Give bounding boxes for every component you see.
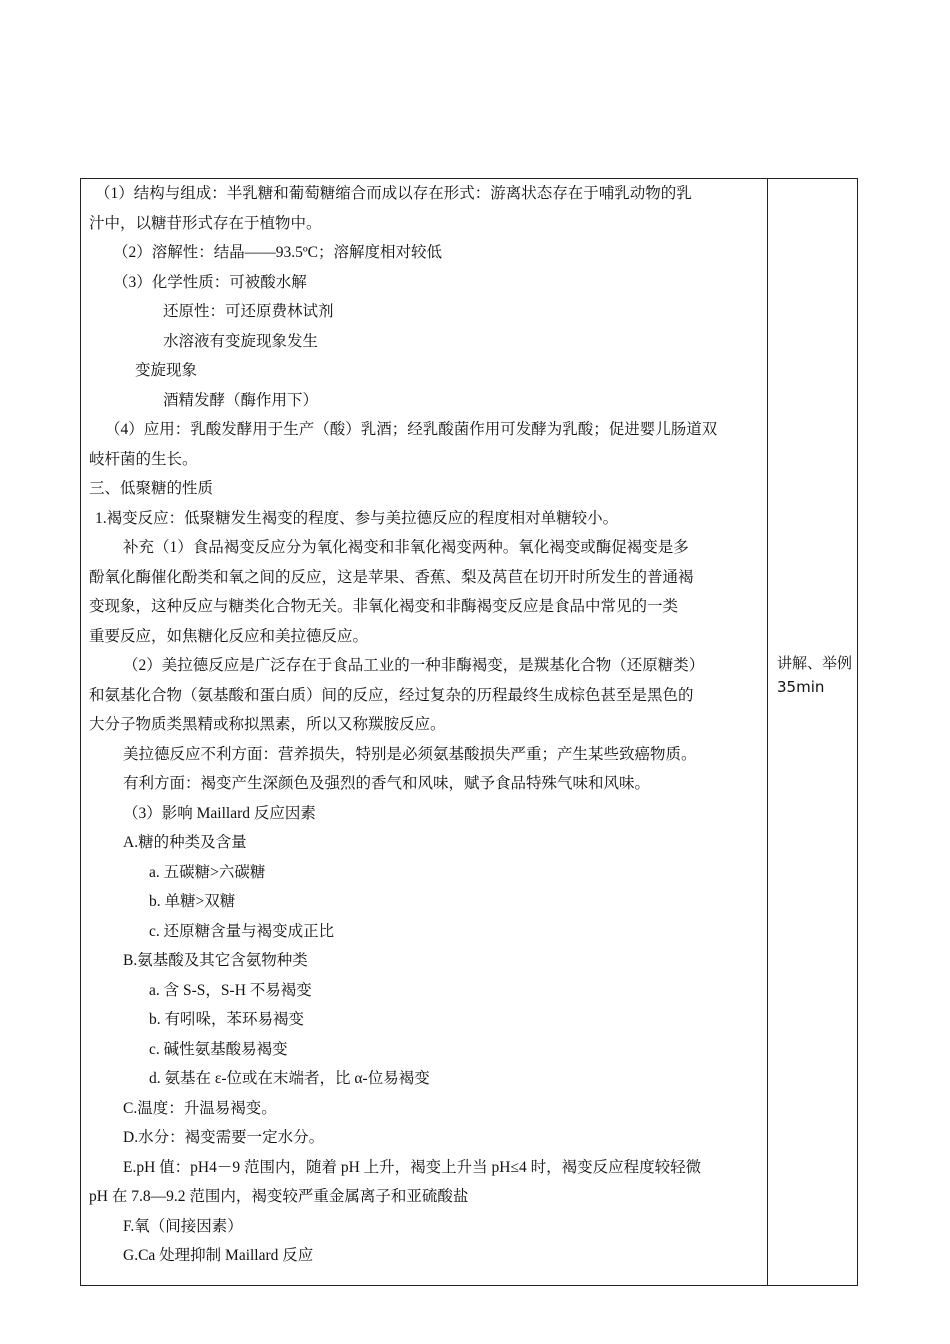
text-line: a. 五碳糖>六碳糖: [149, 863, 266, 881]
text-line: E.pH 值：pH4－9 范围内，随着 pH 上升，褐变上升当 pH≤4 时，褐变反应程度较轻微: [123, 1158, 702, 1176]
column-divider: [767, 179, 768, 1285]
text-line: a. 含 S-S，S-H 不易褐变: [149, 981, 312, 999]
text-line: F.氧（间接因素）: [123, 1217, 243, 1235]
text-line: C.温度：升温易褐变。: [123, 1099, 277, 1117]
text-line: B.氨基酸及其它含氨物种类: [123, 952, 308, 969]
text-line: 和氨基化合物（氨基酸和蛋白质）间的反应，经过复杂的历程最终生成棕色甚至是黑色的: [89, 686, 694, 704]
text-line: 酚氧化酶催化酚类和氧之间的反应，这是苹果、香蕉、梨及莴苣在切开时所发生的普通褐: [89, 568, 694, 586]
text-line: A.糖的种类及含量: [123, 834, 247, 851]
method-cell: [777, 651, 853, 699]
text-line: pH 在 7.8—9.2 范围内，褐变较严重金属离子和亚硫酸盐: [89, 1188, 469, 1205]
text-line: c. 还原糖含量与褐变成正比: [149, 922, 335, 940]
text-line: c. 碱性氨基酸易褐变: [149, 1040, 288, 1058]
text-line: 美拉德反应不利方面：营养损失，特别是必须氨基酸损失严重；产生某些致癌物质。: [123, 745, 697, 763]
text-line: 大分子物质类黑精或称拟黑素，所以又称羰胺反应。: [89, 716, 446, 733]
text-line: b. 单糖>双糖: [149, 893, 236, 910]
text-line: （1）结构与组成：半乳糖和葡萄糖缩合而成以存在形式：游离状态存在于哺乳动物的乳: [95, 185, 692, 202]
text-line: （3）化学性质：可被酸水解: [113, 273, 307, 291]
text-line: D.水分：褐变需要一定水分。: [123, 1129, 325, 1146]
text-line: d. 氨基在 ε-位或在末端者，比 α-位易褐变: [149, 1070, 430, 1087]
text-line: （2）美拉德反应是广泛存在于食品工业的一种非酶褐变，是羰基化合物（还原糖类）: [123, 657, 705, 674]
text-line: 变现象，这种反应与糖类化合物无关。非氧化褐变和非酶褐变反应是食品中常见的一类: [89, 598, 679, 615]
text-line: b. 有吲哚，苯环易褐变: [149, 1011, 305, 1028]
text-line: 酒精发酵（酶作用下）: [163, 391, 319, 409]
text-line: 汁中，以糖苷形式存在于植物中。: [89, 214, 322, 232]
text-line: （2）溶解性：结晶——93.5ºC；溶解度相对较低: [113, 244, 443, 261]
section-heading: 三、低聚糖的性质: [89, 480, 214, 497]
teaching-method: 讲解、举例: [777, 654, 853, 672]
text-line: （4）应用：乳酸发酵用于生产（酸）乳酒；经乳酸菌作用可发酵为乳酸；促进婴儿肠道双: [105, 421, 718, 438]
text-line: 岐杆菌的生长。: [89, 450, 198, 468]
text-line: 还原性：可还原费林试剂: [163, 303, 334, 320]
text-line: 变旋现象: [135, 362, 198, 379]
text-line: 重要反应，如焦糖化反应和美拉德反应。: [89, 627, 369, 645]
duration: 35min: [777, 678, 825, 696]
text-line: 有利方面：褐变产生深颜色及强烈的香气和风味，赋予食品特殊气味和风味。: [123, 775, 651, 792]
text-line: 补充（1）食品褐变反应分为氧化褐变和非氧化褐变两种。氧化褐变或酶促褐变是多: [123, 539, 689, 556]
lesson-table: [80, 178, 858, 1286]
text-line: G.Ca 处理抑制 Maillard 反应: [123, 1247, 314, 1264]
content-cell: [89, 179, 759, 1271]
text-line: （3）影响 Maillard 反应因素: [123, 804, 316, 822]
text-line: 水溶液有变旋现象发生: [163, 332, 319, 350]
text-line: 1.褐变反应：低聚糖发生褐变的程度、参与美拉德反应的程度相对单糖较小。: [95, 509, 619, 527]
